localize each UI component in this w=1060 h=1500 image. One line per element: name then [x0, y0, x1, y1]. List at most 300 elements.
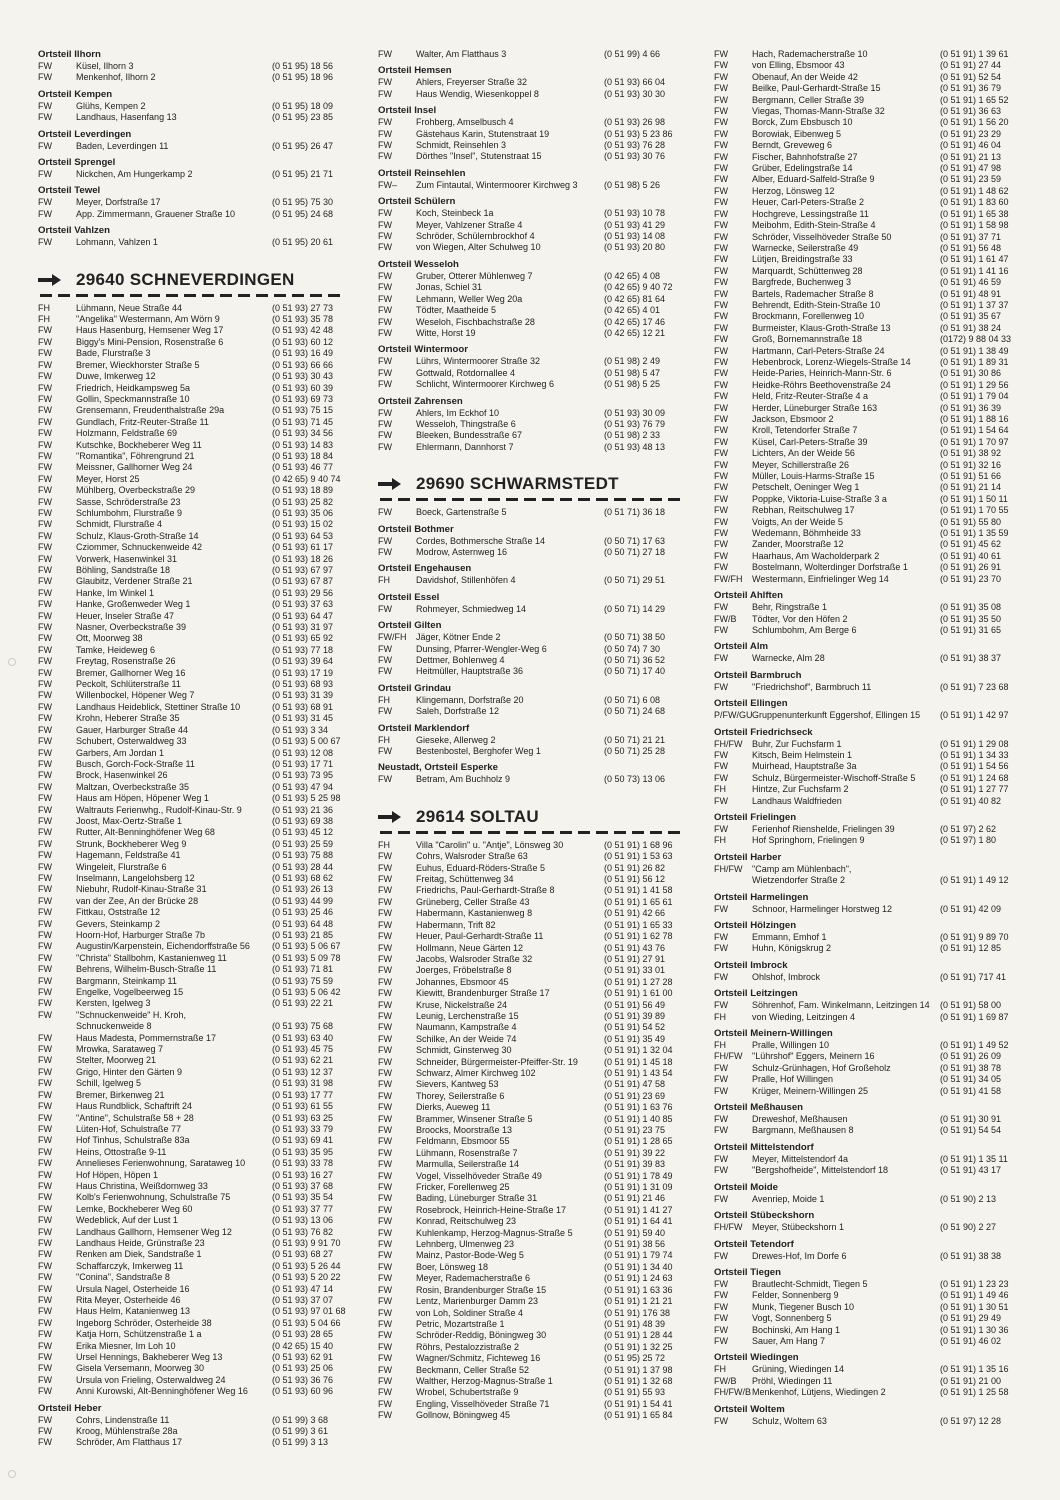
host-address: Rebhan, Reitschulweg 17 [752, 505, 855, 516]
listing-entry [714, 254, 1030, 265]
listing-entry [378, 430, 696, 441]
accommodation-type: FW [714, 795, 728, 806]
accommodation-type: FW [38, 348, 52, 359]
accommodation-type: FW [378, 367, 392, 378]
host-address: Wedeblick, Auf der Lust 1 [76, 1215, 178, 1226]
listing-entry [714, 1012, 1030, 1023]
phone-number: (0 51 91) 42 09 [940, 903, 1002, 914]
host-address: Joerges, Fröbelstraße 8 [416, 965, 512, 976]
listing-entry [378, 1136, 696, 1147]
district-section [378, 196, 696, 254]
accommodation-type: FH/FW [714, 738, 743, 749]
accommodation-type: FW [378, 746, 392, 757]
phone-number: (0 51 93) 48 13 [604, 441, 666, 452]
host-address: Bargmann, Steinkamp 11 [76, 975, 177, 986]
listing-entry [38, 565, 360, 576]
accommodation-type: FW [714, 1290, 728, 1301]
phone-number: (0 51 91) 55 93 [604, 1387, 666, 1398]
host-address: "Christa" Stallbohm, Kastanienweg 11 [76, 952, 227, 963]
listing-entry [714, 425, 1030, 436]
accommodation-type: FW [38, 439, 52, 450]
accommodation-type: FW [38, 1112, 52, 1123]
accommodation-type: FW [38, 667, 52, 678]
listing-entry [38, 508, 360, 519]
district-title: Ortsteil Frielingen [714, 811, 797, 823]
host-address: Lütjen, Breidingstraße 33 [752, 254, 853, 265]
listing-entry [38, 451, 360, 462]
phone-number: (0 42 65) 4 01 [604, 305, 661, 316]
phone-number: (0 51 93) 10 78 [604, 208, 666, 219]
listing-entry [38, 440, 360, 451]
host-address: Wingeleit, Flurstraße 6 [76, 861, 167, 872]
listing-entry [38, 770, 360, 781]
town-section [38, 269, 360, 1398]
phone-number: (0 51 91) 29 49 [940, 1313, 1002, 1324]
host-address: Gottwald, Rotdornallee 4 [416, 367, 516, 378]
host-address: von Wiegen, Alter Schulweg 10 [416, 242, 541, 253]
listing-entry [378, 1159, 696, 1170]
accommodation-type: FW [714, 516, 728, 527]
phone-number: (0 50 71) 21 21 [604, 734, 666, 745]
host-address: Avenriep, Moide 1 [752, 1193, 825, 1204]
phone-number: (0 51 93) 21 36 [272, 804, 334, 815]
host-address: Schaffarczyk, Imkerweg 11 [76, 1260, 184, 1271]
phone-number: (0 51 93) 68 91 [272, 701, 334, 712]
listing-entry [378, 49, 696, 60]
accommodation-type: FW [714, 94, 728, 105]
host-address: Naumann, Kampstraße 4 [416, 1022, 517, 1033]
listing-entry [38, 61, 360, 72]
phone-number: (0 51 93) 17 71 [272, 758, 334, 769]
accommodation-type: FW [38, 1089, 52, 1100]
host-address: Dreweshof, Meßhausen [752, 1114, 848, 1125]
phone-number: (0 51 93) 5 06 42 [272, 987, 341, 998]
district-title: Ortsteil Vahlzen [38, 225, 110, 237]
host-address: Weseloh, Fischbachstraße 28 [416, 316, 535, 327]
phone-number: (0 51 93) 31 45 [272, 713, 334, 724]
listing-entry [38, 1181, 360, 1192]
phone-number: (0 51 91) 1 42 97 [940, 710, 1009, 721]
host-address: Gruber, Otterer Mühlenweg 7 [416, 270, 533, 281]
district-section [714, 1102, 1030, 1137]
listing-entry [378, 180, 696, 191]
host-address: Viegas, Thomas-Mann-Straße 32 [752, 106, 885, 117]
host-address: Tödter, Vor den Höfen 2 [752, 613, 848, 624]
phone-number: (0 51 91) 30 86 [940, 368, 1002, 379]
phone-number: (0 51 97) 12 28 [940, 1415, 1002, 1426]
phone-number: (0 51 93) 5 04 66 [272, 1317, 341, 1328]
accommodation-type: FW [38, 1101, 52, 1112]
accommodation-type: FW [378, 507, 392, 518]
accommodation-type: FW [38, 1044, 52, 1055]
district-title: Ortsteil Insel [378, 105, 437, 117]
phone-number: (0 51 91) 1 61 00 [604, 988, 673, 999]
phone-number: (0 51 91) 1 24 63 [604, 1273, 673, 1284]
accommodation-type: FW/B [714, 1375, 737, 1386]
host-address: Poppke, Viktoria-Luise-Straße 3 a [752, 493, 887, 504]
district-section [38, 157, 360, 180]
accommodation-type: FW [378, 1147, 392, 1158]
phone-number: (0 51 97) 2 62 [940, 823, 997, 834]
host-address: Schnuckenweide 8 [76, 1021, 152, 1032]
accommodation-type: FW [378, 953, 392, 964]
listing-entry [38, 633, 360, 644]
listing-entry [38, 112, 360, 123]
listing-entry [378, 1319, 696, 1330]
host-address: Herzog, Lönsweg 12 [752, 185, 835, 196]
phone-number: (0 51 95) 75 30 [272, 197, 334, 208]
phone-number: (0 50 71) 24 68 [604, 706, 666, 717]
district-section [38, 89, 360, 124]
host-address: Lührs, Wintermoorer Straße 32 [416, 356, 541, 367]
accommodation-type: FW [38, 1249, 52, 1260]
host-address: Heitmüller, Hauptstraße 36 [416, 666, 524, 677]
listing-entry [714, 653, 1030, 664]
host-address: Bargfrede, Buchenweg 3 [752, 277, 852, 288]
accommodation-type: FW [378, 643, 392, 654]
phone-number: (0 51 99) 4 66 [604, 49, 661, 59]
host-address: Behr, Ringstraße 1 [752, 602, 828, 613]
accommodation-type: FH [714, 1040, 726, 1051]
phone-number: (0 51 93) 63 25 [272, 1112, 334, 1123]
phone-number: (0 51 91) 1 63 76 [604, 1102, 673, 1113]
accommodation-type: FW [378, 1307, 392, 1318]
accommodation-type: FW [38, 690, 52, 701]
town-name: 29640 SCHNEVERDINGEN [76, 269, 295, 289]
listing-entry [378, 774, 696, 785]
listing-entry [378, 1171, 696, 1182]
host-address: Schlicht, Wintermoorer Kirchweg 6 [416, 379, 555, 390]
accommodation-type: FW [714, 1000, 728, 1011]
accommodation-type: FW [714, 436, 728, 447]
listing-entry [38, 1055, 360, 1066]
accommodation-type: FW [714, 345, 728, 356]
host-address: Feldmann, Ebsmoor 55 [416, 1136, 510, 1147]
accommodation-type: FW [38, 633, 52, 644]
phone-number: (0 51 91) 1 58 98 [940, 220, 1009, 231]
listing-entry [38, 1329, 360, 1340]
host-address: Lühmann, Rosenstraße 7 [416, 1147, 518, 1158]
listing-entry [38, 337, 360, 348]
phone-number: (0 51 91) 1 79 74 [604, 1250, 673, 1261]
district-title: Ortsteil Reinsehlen [378, 167, 466, 179]
district-section [714, 49, 1030, 585]
phone-number: (0 51 91) 40 82 [940, 795, 1002, 806]
phone-number: (0 51 95) 26 47 [272, 140, 334, 151]
phone-number: (0 51 91) 1 61 47 [940, 254, 1009, 265]
listing-entry [714, 117, 1030, 128]
host-address: Betram, Am Buchholz 9 [416, 774, 511, 785]
listing-entry [714, 209, 1030, 220]
host-address: Petric, Mozartstraße 1 [416, 1318, 505, 1329]
phone-number: (0 50 71) 38 50 [604, 632, 666, 643]
phone-number: (0 51 93) 75 88 [272, 850, 334, 861]
listing-entry [38, 1415, 360, 1426]
listing-entry [714, 266, 1030, 277]
host-address: Buhr, Zur Fuchsfarm 1 [752, 738, 842, 749]
listing-entry [714, 277, 1030, 288]
host-address: Thorey, Seilerstraße 6 [416, 1090, 505, 1101]
listing-entry [38, 1078, 360, 1089]
accommodation-type: FW [378, 1204, 392, 1215]
listing-entry [38, 588, 360, 599]
phone-number: (0 51 91) 33 01 [604, 965, 666, 976]
host-address: "Schnuckenweide" H. Kroh, [76, 1009, 186, 1020]
listing-entry [378, 1193, 696, 1204]
phone-number: (0 51 91) 1 69 87 [940, 1011, 1009, 1022]
listing-entry [714, 152, 1030, 163]
host-address: Lehmann, Weller Weg 20a [416, 293, 523, 304]
phone-number: (0 51 93) 31 97 [272, 622, 334, 633]
phone-number: (0 51 91) 37 71 [940, 231, 1002, 242]
listing-entry [378, 965, 696, 976]
listing-entry [38, 1238, 360, 1249]
phone-number: (0 50 71) 17 63 [604, 535, 666, 546]
host-address: Held, Fritz-Reuter-Straße 4 a [752, 391, 869, 402]
listing-entry [378, 282, 696, 293]
listing-entry [714, 517, 1030, 528]
listing-entry [38, 816, 360, 827]
host-address: Bremer, Wieckhorster Straße 5 [76, 359, 200, 370]
accommodation-type: FW [378, 140, 392, 151]
listing-entry [378, 1045, 696, 1056]
host-address: Lehnberg, Ulmenweg 23 [416, 1239, 515, 1250]
host-address: Meyer, Schillerstraße 26 [752, 459, 850, 470]
host-address: Schwarz, Almer Kirchweg 102 [416, 1067, 536, 1078]
accommodation-type: FW [378, 231, 392, 242]
punch-hole [8, 658, 16, 666]
accommodation-type: FW [378, 1364, 392, 1375]
accommodation-type: FW [378, 1067, 392, 1078]
host-address: Wedemann, Böhmheide 33 [752, 528, 861, 539]
listing-entry [378, 129, 696, 140]
listing-entry [378, 547, 696, 558]
phone-number: (0 51 91) 26 82 [604, 862, 666, 873]
phone-number: (0 51 91) 35 49 [604, 1033, 666, 1044]
accommodation-type: FW [714, 1165, 728, 1176]
district-section [38, 49, 360, 84]
listing-entry [38, 668, 360, 679]
phone-number: (0 51 93) 71 81 [272, 964, 334, 975]
phone-number: (0 51 91) 46 02 [940, 1335, 1002, 1346]
listing-entry [378, 1182, 696, 1193]
accommodation-type: FW [38, 1135, 52, 1146]
phone-number: (0 51 99) 3 61 [272, 1426, 329, 1437]
accommodation-type: FW [378, 706, 392, 717]
host-address: "Lührshof" Eggers, Meinern 16 [752, 1051, 875, 1062]
accommodation-type: FW [378, 282, 392, 293]
district-title: Ortsteil Stübeckshorn [714, 1210, 815, 1222]
listing-entry [714, 1040, 1030, 1051]
listing-entry [38, 531, 360, 542]
phone-number: (0 51 93) 42 48 [272, 325, 334, 336]
listing-entry [38, 713, 360, 724]
host-address: Bargmann, Meßhausen 8 [752, 1125, 854, 1136]
host-address: Anni Kurowski, Alt-Benninghöfener Weg 16 [76, 1386, 248, 1397]
listing-entry [38, 360, 360, 371]
phone-number: (0 51 91) 1 30 51 [940, 1301, 1009, 1312]
listing-entry [38, 1010, 360, 1021]
phone-number: (0 51 91) 1 34 40 [604, 1261, 673, 1272]
accommodation-type: FH [38, 302, 50, 313]
phone-number: (0 51 93) 21 85 [272, 930, 334, 940]
host-address: Vogel, Visselhöveder Straße 49 [416, 1170, 542, 1181]
phone-number: (0 42 65) 15 40 [272, 1340, 334, 1351]
phone-number: (0 51 93) 37 07 [272, 1295, 334, 1305]
host-address: Brammer, Winsener Straße 5 [416, 1113, 533, 1124]
accommodation-type: FW [714, 322, 728, 333]
accommodation-type: FW [38, 1158, 52, 1169]
phone-number: (0 51 91) 41 58 [940, 1085, 1002, 1096]
host-address: Villa "Carolin" u. "Antje", Lönsweg 30 [416, 839, 564, 850]
listing-entry [378, 706, 696, 717]
accommodation-type: FW [714, 163, 728, 174]
district-section [378, 524, 696, 559]
listing-entry [38, 542, 360, 553]
listing-entry [38, 72, 360, 83]
phone-number: (0 51 91) 27 44 [940, 60, 1002, 71]
phone-number: (0 51 93) 37 77 [272, 1203, 334, 1214]
district-section [714, 1028, 1030, 1097]
host-address: Emmann, Emhof 1 [752, 932, 827, 942]
listing-entry [714, 403, 1030, 414]
phone-number: (0 51 91) 36 39 [940, 402, 1002, 413]
phone-number: (0 51 93) 31 98 [272, 1078, 334, 1089]
accommodation-type: FW [714, 242, 728, 253]
phone-number: (0 50 71) 36 52 [604, 655, 666, 665]
host-address: Glühs, Kempen 2 [76, 100, 146, 111]
accommodation-type: FW [714, 528, 728, 539]
host-address: Meyer, Dorfstraße 17 [76, 197, 161, 208]
phone-number: (0 51 93) 12 37 [272, 1066, 334, 1077]
host-address: Holzmann, Feldstraße 69 [76, 428, 178, 439]
district-section [714, 670, 1030, 693]
accommodation-type: FW [714, 288, 728, 299]
phone-number: (0 51 91) 1 43 54 [604, 1067, 673, 1078]
accommodation-type: FW [378, 999, 392, 1010]
district-title: Ortsteil Woltem [714, 1403, 785, 1415]
listing-entry [378, 1365, 696, 1376]
phone-number: (0 51 91) 1 65 38 [940, 208, 1009, 219]
host-address: Rohmeyer, Schmiedweg 14 [416, 603, 527, 614]
listing-entry [38, 1192, 360, 1203]
listing-entry [714, 163, 1030, 174]
accommodation-type: FW [378, 908, 392, 919]
accommodation-type: FW [714, 971, 728, 982]
phone-number: (0 51 93) 30 76 [604, 151, 666, 162]
host-address: Warnecke, Seilerstraße 49 [752, 242, 859, 253]
accommodation-type: FW [38, 1226, 52, 1237]
punch-hole [8, 1470, 16, 1478]
phone-number: (0 51 91) 23 29 [940, 128, 1002, 139]
listing-entry [378, 920, 696, 931]
accommodation-type: FW [38, 1386, 52, 1397]
listing-entry [714, 972, 1030, 983]
listing-entry [378, 1262, 696, 1273]
listing-entry [378, 644, 696, 655]
host-address: Hollmann, Neue Gärten 12 [416, 942, 524, 953]
accommodation-type: FH/FW [714, 1222, 743, 1233]
phone-number: (0 51 93) 69 38 [272, 815, 334, 826]
accommodation-type: FW [38, 941, 52, 952]
phone-number: (0 51 91) 58 00 [940, 1000, 1002, 1011]
phone-number: (0 51 91) 54 52 [604, 1022, 666, 1033]
district-section [714, 698, 1030, 721]
listing-entry [714, 625, 1030, 636]
accommodation-type: FW [38, 644, 52, 655]
accommodation-type: FW [378, 1079, 392, 1090]
accommodation-type: FW [38, 416, 52, 427]
host-address: Schill, Igelweg 5 [76, 1078, 142, 1089]
phone-number: (0 51 91) 1 49 46 [940, 1290, 1009, 1301]
listing-entry [714, 1222, 1030, 1233]
district-section [714, 920, 1030, 955]
accommodation-type: FW [378, 1284, 392, 1295]
host-address: Ingeborg Schröder, Osterheide 38 [76, 1317, 212, 1328]
listing-entry [38, 953, 360, 964]
phone-number: (0 51 93) 35 95 [272, 1146, 334, 1157]
district-section [38, 1403, 360, 1449]
phone-number: (0 51 91) 717 41 [940, 971, 1007, 982]
accommodation-type: FW [714, 562, 728, 573]
phone-number: (0 51 93) 39 64 [272, 656, 334, 667]
listing-entry [378, 208, 696, 219]
phone-number: (0 51 91) 43 76 [604, 942, 666, 953]
phone-number: (0 51 91) 1 29 08 [940, 738, 1009, 749]
accommodation-type: FW [38, 197, 52, 208]
phone-number: (0 51 98) 5 26 [604, 179, 661, 190]
host-address: Lentz, Marienburger Damm 23 [416, 1296, 539, 1307]
host-address: Ott, Moorweg 38 [76, 633, 143, 644]
phone-number: (0 51 91) 26 09 [940, 1051, 1002, 1062]
host-address: Walther, Herzog-Magnus-Straße 1 [416, 1375, 553, 1386]
accommodation-type: FW [38, 208, 52, 219]
phone-number: (0 51 93) 69 73 [272, 393, 334, 404]
listing-entry [38, 1272, 360, 1283]
district-title: Ortsteil Leitzingen [714, 988, 798, 1000]
accommodation-type: FW [378, 407, 392, 418]
accommodation-type: FW [38, 964, 52, 975]
listing-entry [38, 793, 360, 804]
phone-number: (0 51 91) 35 50 [940, 613, 1002, 624]
listing-entry [714, 1387, 1030, 1398]
listing-entry [378, 89, 696, 100]
phone-number: (0 51 91) 1 89 31 [940, 356, 1009, 367]
district-title: Ortsteil Wesseloh [378, 258, 459, 270]
accommodation-type: FW [38, 1055, 52, 1066]
listing-entry [378, 271, 696, 282]
phone-number: (0 51 93) 76 82 [272, 1226, 334, 1237]
listing-entry [714, 1364, 1030, 1375]
host-address: Cohrs, Lindenstraße 11 [76, 1414, 170, 1425]
accommodation-type: FW [714, 681, 728, 692]
accommodation-type: FW [714, 1114, 728, 1125]
listing-entry [714, 562, 1030, 573]
accommodation-type: FW [714, 1250, 728, 1261]
accommodation-type: FW [378, 1090, 392, 1101]
listing-entry [714, 614, 1030, 625]
phone-number: (0 51 93) 45 75 [272, 1044, 334, 1055]
host-address: Koch, Steinbeck 1a [416, 208, 494, 219]
host-address: Schröder, Am Flatthaus 17 [76, 1437, 183, 1448]
host-address: Lohmann, Vahlzen 1 [76, 237, 158, 248]
listing-entry [714, 1416, 1030, 1427]
accommodation-type: FW [714, 471, 728, 482]
accommodation-type: FW [714, 1125, 728, 1136]
host-address: Kiewitt, Brandenburger Straße 17 [416, 988, 550, 999]
listing-entry [714, 129, 1030, 140]
host-address: "Angelika" Westermann, Am Wörn 9 [76, 314, 220, 325]
